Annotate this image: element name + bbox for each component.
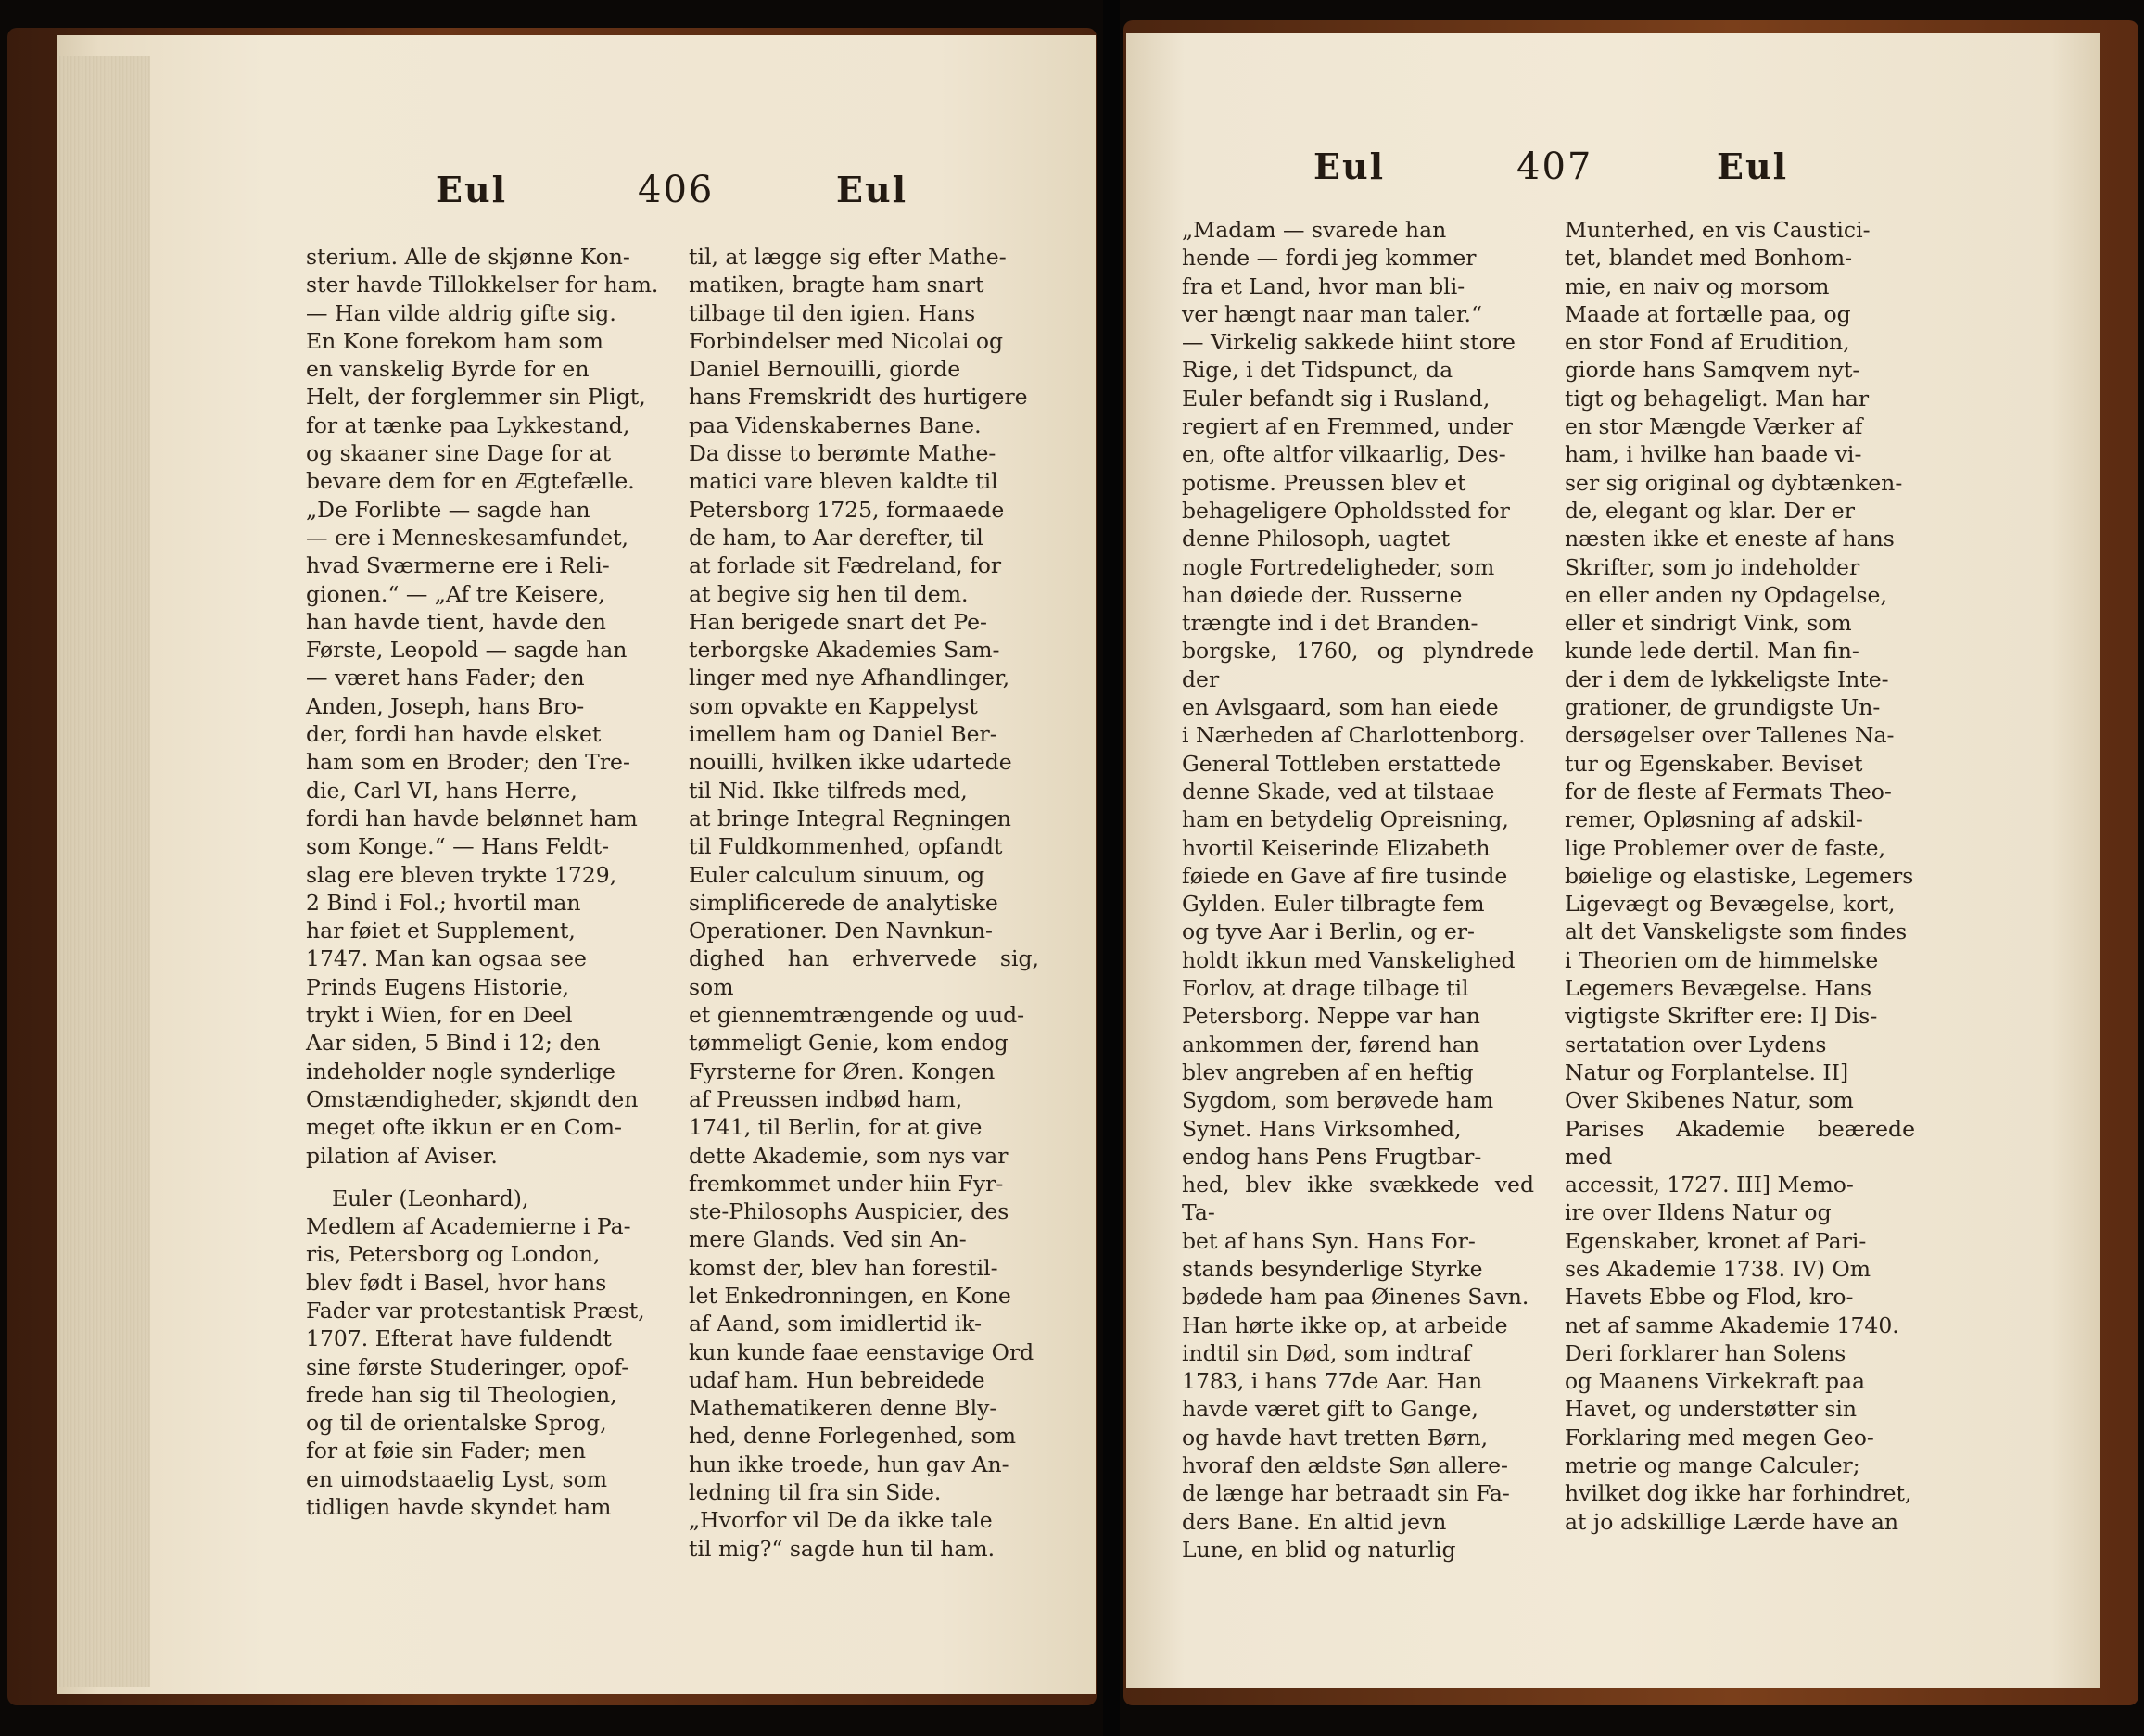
left-column-2: [689, 243, 1039, 1563]
paragraph: Munterhed, en vis Caustici- tet, blandet med Bonhom- mie, en naiv og morsom Maade at fortælle paa, og en stor Fond af Erudition, giorde hans Samqvem nyt- tigt og behageligt. Man har en stor Mængde Værker af ham, i hvilke han baade vi- ser sig original og dybtænken- de, elegant og klar. Der er næsten ikke et eneste af hans Skrifter, som jo indeholder en eller anden ny Opdagelse, eller et sindrigt Vink, som kunde lede dertil. Man fin- der i dem de lykkeligste Inte- grationer, de grundigste Un- dersøgelser over Tallenes Na- tur og Egenskaber. Beviset for de fleste af Fermats Theo- remer, Opløsning af adskil- lige Problemer over de faste, bøielige og elastiske, Legemers Ligevægt og Bevægelse, kort, alt det Vanskeligste som findes i Theorien om de himmelske Legemers Bevægelse. Hans vigtigste Skrifter ere: I] Dis- sertatation over Lydens Natur og Forplantelse. II] Over Skibenes Natur, som Parises Akademie beærede med accessit, 1727. III] Memo- ire over Ildens Natur og Egenskaber, kronet af Pari- ses Akademie 1738. IV) Om Havets Ebbe og Flod, kro- net af samme Akademie 1740. Deri forklarer han Solens og Maanens Virkekraft paa Havet, og understøtter sin Forklaring med megen Geo- metrie og mange Calculer; hvilket dog ikke har forhindret, at jo adskillige Lærde have an: [1565, 217, 1915, 1535]
left-page-number: 406: [638, 169, 715, 211]
right-column-2: [1565, 216, 1915, 1536]
right-column-1: [1182, 216, 1534, 1564]
paragraph: „Madam — svarede han hende — fordi jeg kommer fra et Land, hvor man bli- ver hængt naar man taler.“ — Virkelig sakkede hiint store Rige, i det Tidspunct, da Euler befandt sig i Rusland, regiert af en Fremmed, under en, ofte altfor vilkaarlig, Des- potisme. Preussen blev et behageligere Opholdssted for denne Philosoph, uagtet nogle Fortredeligheder, som han døiede der. Russerne trængte ind i det Branden- borgske, 1760, og plyndrede der en Avlsgaard, som han eiede i Nærheden af Charlottenborg. General Tottleben erstattede denne Skade, ved at tilstaae ham en betydelig Opreisning, hvortil Keiserinde Elizabeth føiede en Gave af fire tusinde Gylden. Euler tilbragte fem og tyve Aar i Berlin, og er- holdt ikkun med Vanskelighed Forlov, at drage tilbage til Petersborg. Neppe var han ankommen der, førend han blev angreben af en heftig Sygdom, som berøvede ham Synet. Hans Virksomhed, endog hans Pens Frugtbar- hed, blev ikke svækkede ved Ta- bet af hans Syn. Hans For- stands besynderlige Styrke bødede ham paa Øinenes Savn. Han hørte ikke op, at arbeide indtil sin Død, som indtraf 1783, i hans 77de Aar. Han havde været gift to Gange, og havde havt tretten Børn, hvoraf den ældste Søn allere- de længe har betraadt sin Fa- ders Bane. En altid jevn Lune, en blid og naturlig: [1182, 217, 1534, 1563]
left-column-1: [306, 243, 660, 1521]
right-page-number: 407: [1516, 146, 1593, 188]
paragraph: Euler (Leonhard), Medlem af Academierne i Pa- ris, Petersborg og London, blev født i Basel, hvor hans Fader var protestantisk Præst, 1707. Efterat have fuldendt sine første Studeringer, opof- frede han sig til Theologien, og til de orientalske Sprog, for at føie sin Fader; men en uimodstaaelig Lyst, som tidligen havde skyndet ham: [306, 1185, 645, 1521]
paragraph: sterium. Alle de skjønne Kon- ster havde Tillokkelser for ham. — Han vilde aldrig gifte sig. En Kone forekom ham som en vanskelig Byrde for en Helt, der forglemmer sin Pligt, for at tænke paa Lykkestand, og skaaner sine Dage for at bevare dem for en Ægtefælle. „De Forlibte — sagde han — ere i Menneskesamfundet, hvad Sværmerne ere i Reli- gionen.“ — „Af tre Keisere, han havde tient, havde den Første, Leopold — sagde han — været hans Fader; den Anden, Joseph, hans Bro- der, fordi han havde elsket ham som en Broder; den Tre- die, Carl VI, hans Herre, fordi han havde belønnet ham som Konge.“ — Hans Feldt- slag ere bleven trykte 1729, 2 Bind i Fol.; hvortil man har føiet et Supplement, 1747. Man kan ogsaa see Prinds Eugens Historie, trykt i Wien, for en Deel Aar siden, 5 Bind i 12; den indeholder nogle synderlige Omstændigheder, skjøndt den meget ofte ikkun er en Com- pilation af Aviser.: [306, 244, 659, 1169]
gutter: [1103, 0, 1120, 1736]
right-header-right: Eul: [1717, 146, 1789, 187]
paragraph: til, at lægge sig efter Mathe- matiken, bragte ham snart tilbage til den igien. Hans Forbindelser med Nicolai og Daniel Bernouilli, giorde hans Fremskridt des hurtigere paa Videnskabernes Bane. Da disse to berømte Mathe- matici vare bleven kaldte til Petersborg 1725, formaaede de ham, to Aar derefter, til at forlade sit Fædreland, for at begive sig hen til dem. Han berigede snart det Pe- terborgske Akademies Sam- linger med nye Afhandlinger, som opvakte en Kappelyst imellem ham og Daniel Ber- nouilli, hvilken ikke udartede til Nid. Ikke tilfreds med, at bringe Integral Regningen til Fuldkommenhed, opfandt Euler calculum sinuum, og simplificerede de analytiske Operationer. Den Navnkun- dighed han erhvervede sig, som et giennemtrængende og uud- tømmeligt Genie, kom endog Fyrsterne for Øren. Kongen af Preussen indbød ham, 1741, til Berlin, for at give dette Akademie, som nys var fremkommet under hiin Fyr- ste-Philosophs Auspicier, des mere Glands. Ved sin An- komst der, blev han forestil- let Enkedronningen, en Kone af Aand, som imidlertid ik- kun kunde faae eenstavige Ord udaf ham. Hun bebreidede Mathematikeren denne Bly- hed, denne Forlegenhed, som hun ikke troede, hun gav An- ledning til fra sin Side. „Hvorfor vil De da ikke tale til mig?“ sagde hun til ham.: [689, 244, 1039, 1562]
right-header-left: Eul: [1313, 146, 1386, 187]
left-header-right: Eul: [836, 169, 908, 210]
page-edges: [57, 56, 150, 1687]
left-header-left: Eul: [436, 169, 508, 210]
